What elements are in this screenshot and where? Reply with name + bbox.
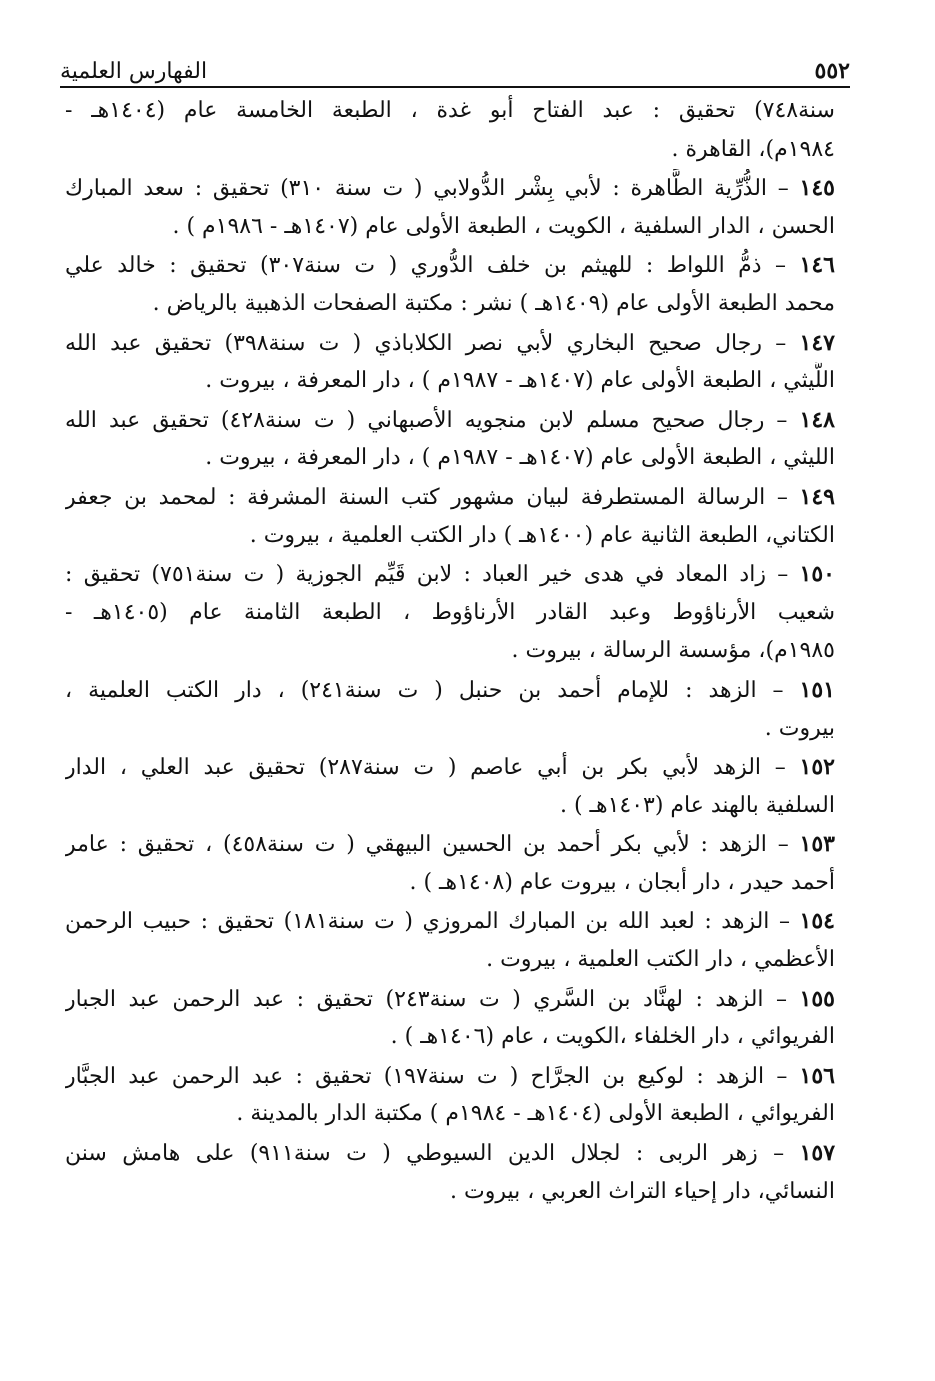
entry-number: ١٥٠ (799, 561, 835, 588)
entry-number: ١٤٦ (799, 252, 835, 279)
entry-number: ١٥٥ (799, 985, 835, 1012)
text-line (65, 169, 835, 208)
text-line (65, 1057, 835, 1096)
bibliography-text (65, 92, 835, 1211)
text-line (65, 787, 835, 826)
text-line (65, 825, 835, 864)
line-text: الحسن ، الدار السلفية ، الكويت ، الطبعة الأولى عام (١٤٠٧هـ - ١٩٨٦م ) . (172, 213, 835, 239)
line-text: – زاد المعاد في هدى خير العباد : لابن قَيِّم الجوزية ( ت سنة٧٥١) تحقيق : (65, 562, 789, 588)
text-line (65, 902, 835, 941)
text-line (65, 324, 835, 363)
entry-number: ١٥٧ (799, 1140, 835, 1167)
text-line (65, 92, 835, 131)
page-number: ٥٥٢ (814, 58, 850, 84)
line-text: الليثي ، الطبعة الأولى عام (١٤٠٧هـ - ١٩٨٧م ) ، دار المعرفة ، بيروت . (205, 445, 835, 471)
text-line (65, 748, 835, 787)
line-text: – الزهد : للإمام أحمد بن حنبل ( ت سنة٢٤١) ، دار الكتب العلمية ، (65, 677, 784, 703)
page-header (60, 44, 850, 84)
text-line (65, 1018, 835, 1057)
line-text: – الزهد لأبي بكر بن أبي عاصم ( ت سنة٢٨٧) تحقيق عبد العلي ، الدار (65, 755, 786, 781)
text-line (65, 401, 835, 440)
running-title: الفهارس العلمية (60, 59, 208, 84)
line-text: – الزهد : لهنَّاد بن السَّري ( ت سنة٢٤٣) تحقيق : عبد الرحمن عبد الجبار (65, 986, 788, 1012)
line-text: بيروت . (764, 715, 835, 741)
text-line (65, 864, 835, 903)
text-line (65, 980, 835, 1019)
entry-number: ١٥٢ (799, 754, 835, 781)
entry-number: ١٥٦ (799, 1062, 835, 1089)
header-rule (60, 86, 850, 88)
text-line (65, 555, 835, 594)
text-line (65, 632, 835, 671)
line-text: – رجال صحيح مسلم لابن منجويه الأصبهاني ( ت سنة٤٢٨) تحقيق عبد الله (65, 407, 788, 433)
line-text: – الذُّرِّية الطَّاهرة : لأبي بِشْر الدُّولابي ( ت سنة ٣١٠) تحقيق : سعد المبارك (65, 176, 789, 202)
text-line (65, 594, 835, 633)
line-text: سنة٧٤٨) تحقيق : عبد الفتاح أبو غدة ، الطبعة الخامسة عام (١٤٠٤هـ - (65, 98, 835, 123)
line-text: السلفية بالهند عام (١٤٠٣هـ ) . (559, 792, 835, 818)
line-text: – رجال صحيح البخاري لأبي نصر الكلاباذي ( ت سنة٣٩٨) تحقيق عبد الله (65, 330, 787, 356)
entry-number: ١٥٤ (799, 908, 835, 935)
entry-number: ١٤٥ (799, 175, 835, 202)
line-text: أحمد حيدر ، دار أبجان ، بيروت عام (١٤٠٨هـ ) . (409, 869, 835, 895)
line-text: – الزهد : لعبد الله بن المبارك المروزي ( ت سنة١٨١) تحقيق : حبيب الرحمن (65, 909, 790, 935)
text-line (65, 941, 835, 980)
text-line (65, 478, 835, 517)
line-text: اللَّيثي ، الطبعة الأولى عام (١٤٠٧هـ - ١٩٨٧م ) ، دار المعرفة ، بيروت . (205, 368, 835, 394)
entry-number: ١٤٨ (799, 406, 835, 433)
line-text: – زهر الربى : لجلال الدين السيوطي ( ت سنة٩١١) على هامش سنن (65, 1141, 785, 1167)
text-line (65, 362, 835, 401)
text-line (65, 517, 835, 556)
line-text: الفريوائي ، الطبعة الأولى (١٤٠٤هـ - ١٩٨٤م ) مكتبة الدار بالمدينة . (236, 1101, 835, 1127)
entry-number: ١٤٩ (799, 483, 835, 510)
text-line (65, 208, 835, 247)
line-text: الكتاني، الطبعة الثانية عام (١٤٠٠هـ ) دار الكتب العلمية ، بيروت . (249, 522, 835, 548)
text-line (65, 1134, 835, 1173)
text-line (65, 1095, 835, 1134)
text-line (65, 246, 835, 285)
line-text: ١٩٨٤م)، القاهرة . (671, 136, 835, 162)
entry-number: ١٥٣ (799, 831, 835, 858)
entry-number: ١٥١ (799, 676, 835, 703)
text-line (65, 439, 835, 478)
text-line (65, 285, 835, 324)
line-text: – ذمُّ اللواط : للهيثم بن خلف الدُّوري ( ت سنة٣٠٧) تحقيق : خالد علي (65, 253, 787, 279)
text-line (65, 131, 835, 170)
text-line (65, 1173, 835, 1212)
line-text: الفريوائي ، دار الخلفاء ،الكويت ، عام (١٤٠٦هـ ) . (390, 1024, 835, 1050)
line-text: النسائي، دار إحياء التراث العربي ، بيروت . (450, 1178, 835, 1204)
text-line (65, 671, 835, 710)
line-text: – الزهد : لوكيع بن الجرَّاح ( ت سنة١٩٧) تحقيق : عبد الرحمن عبد الجبَّار (65, 1063, 788, 1089)
line-text: محمد الطبعة الأولى عام (١٤٠٩هـ ) نشر : مكتبة الصفحات الذهبية بالرياض . (152, 290, 835, 316)
line-text: شعيب الأرناؤوط وعبد القادر الأرناؤوط ، الطبعة الثامنة عام (١٤٠٥هـ - (65, 599, 835, 625)
line-text: الأعظمي ، دار الكتب العلمية ، بيروت . (486, 947, 835, 973)
line-text: – الزهد : لأبي بكر أحمد بن الحسين البيهقي ( ت سنة٤٥٨) ، تحقيق : عامر (65, 832, 789, 858)
entry-number: ١٤٧ (799, 329, 835, 356)
line-text: ١٩٨٥م)، مؤسسة الرسالة ، بيروت . (511, 638, 835, 664)
text-line (65, 710, 835, 749)
line-text: – الرسالة المستطرفة لبيان مشهور كتب السنة المشرفة : لمحمد بن جعفر (65, 484, 788, 510)
